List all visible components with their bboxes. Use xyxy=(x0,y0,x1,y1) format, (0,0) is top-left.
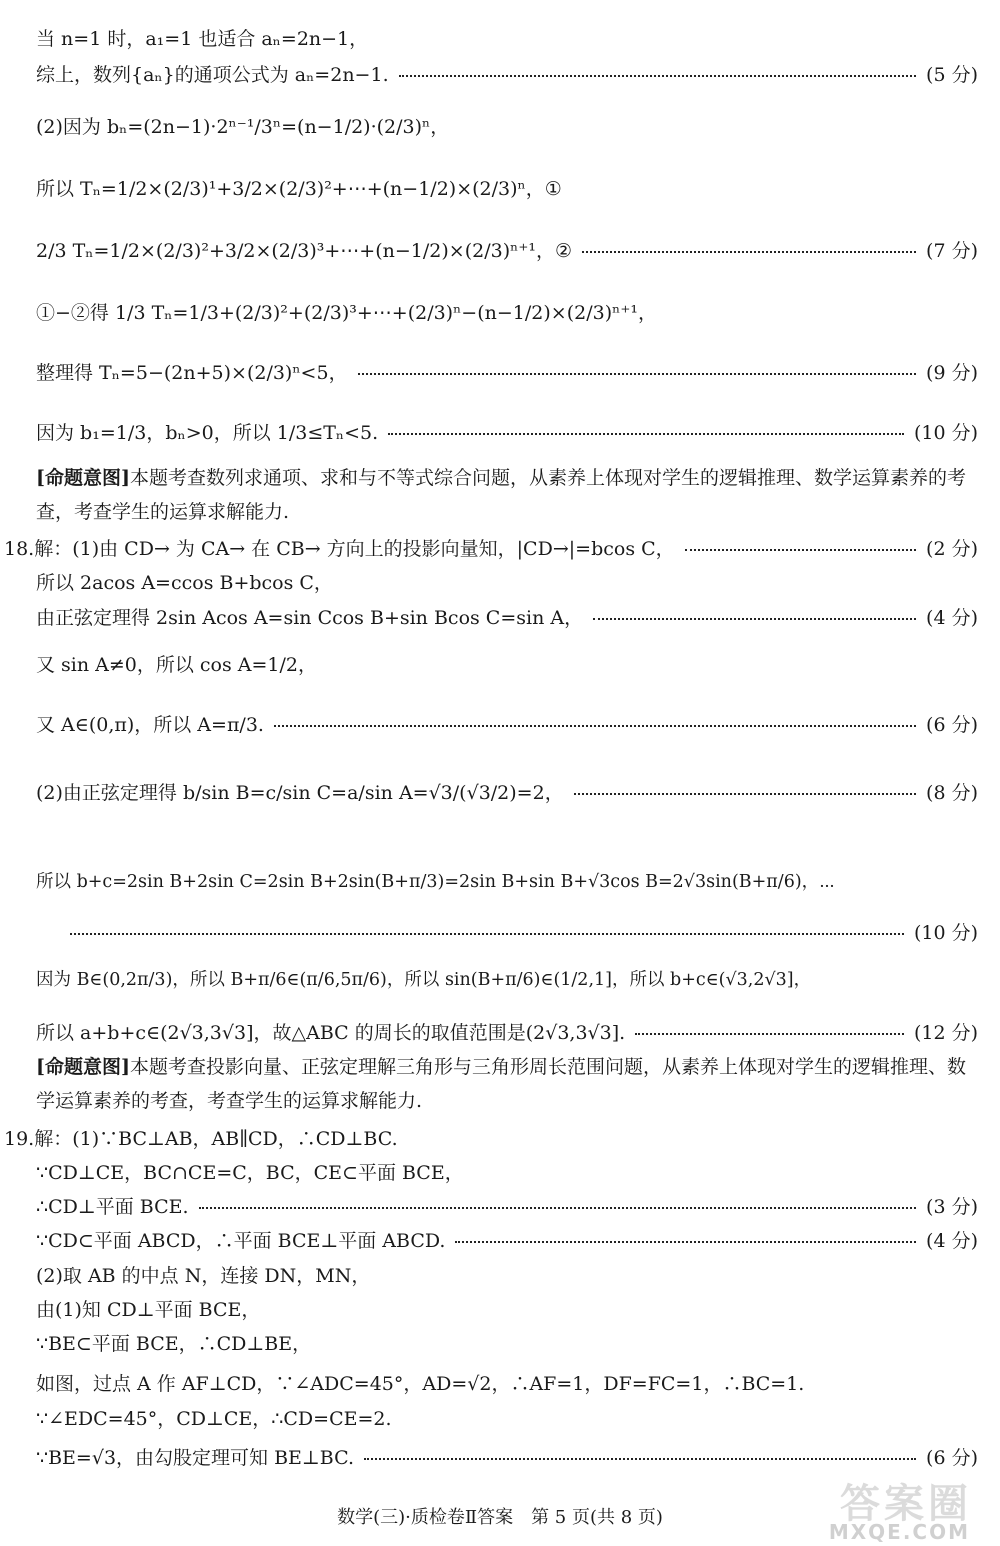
line-text: 当 n=1 时，a₁=1 也适合 aₙ=2n−1， xyxy=(36,28,369,50)
text-line xyxy=(36,1443,978,1470)
text-line xyxy=(36,650,978,677)
score-label: (12 分) xyxy=(913,1022,978,1044)
line-text: ∵BE⊂平面 BCE，∴CD⊥BE， xyxy=(36,1333,312,1355)
text-line xyxy=(36,1369,978,1396)
line-text: 所以 2acos A=ccos B+bcos C， xyxy=(36,572,333,594)
text-line xyxy=(36,112,978,139)
score-label: (6 分) xyxy=(926,714,978,736)
line-text: 综上，数列{aₙ}的通项公式为 aₙ=2n−1. xyxy=(36,64,389,86)
dot-leader xyxy=(593,618,916,620)
dot-leader xyxy=(70,933,904,935)
watermark-url: MXQE.COM xyxy=(828,1520,970,1544)
line-text: (2)由正弦定理得 b/sin B=c/sin C=a/sin A=√3/(√3/2)=2， xyxy=(36,782,564,804)
line-text: 整理得 Tₙ=5−(2n+5)×(2/3)ⁿ<5， xyxy=(36,362,348,384)
score-label: (3 分) xyxy=(926,1196,978,1218)
text-line xyxy=(36,358,978,385)
line-text: 又 sin A≠0，所以 cos A=1/2， xyxy=(36,654,318,676)
line-text: 所以 a+b+c∈(2√3,3√3]，故△ABC 的周长的取值范围是(2√3,3√3]. xyxy=(36,1022,626,1044)
dot-leader xyxy=(388,433,904,435)
line-text: ①−②得 1/3 Tₙ=1/3+(2/3)²+(2/3)³+⋯+(2/3)ⁿ−(n−1/2)×(2/3)ⁿ⁺¹， xyxy=(36,302,657,324)
score-label: (4 分) xyxy=(926,1230,978,1252)
text-line xyxy=(36,1158,978,1185)
text-line xyxy=(36,1192,978,1219)
text-line xyxy=(70,918,978,945)
score-label: (10 分) xyxy=(913,422,978,444)
line-text: 因为 B∈(0,2π/3)，所以 B+π/6∈(π/6,5π/6)，所以 sin(B+π/6)∈(1/2,1]，所以 b+c∈(√3,2√3]， xyxy=(36,970,812,990)
line-text: 19.解：(1)∵BC⊥AB，AB∥CD，∴CD⊥BC. xyxy=(4,1128,398,1150)
text-line xyxy=(36,236,978,263)
text-line xyxy=(36,603,978,630)
line-text: (2)取 AB 的中点 N，连接 DN，MN， xyxy=(36,1265,371,1287)
dot-leader xyxy=(399,75,916,77)
intent-paragraph xyxy=(36,1050,978,1118)
score-label: (8 分) xyxy=(926,782,978,804)
dot-leader xyxy=(635,1033,904,1035)
dot-leader xyxy=(358,373,916,375)
line-text: 因为 b₁=1/3，bₙ>0，所以 1/3≤Tₙ<5. xyxy=(36,422,379,444)
score-label: (9 分) xyxy=(926,362,978,384)
line-text: 18.解：(1)由 CD→ 为 CA→ 在 CB→ 方向上的投影向量知，|CD→|=bcos C， xyxy=(4,538,675,560)
line-text: ∵CD⊥CE，BC∩CE=C，BC，CE⊂平面 BCE， xyxy=(36,1162,464,1184)
intent-text: 本题考查投影向量、正弦定理解三角形与三角形周长范围问题，从素养上体现对学生的逻辑推理、数学运算素养的考查，考查学生的运算求解能力. xyxy=(36,1056,966,1112)
line-text: 所以 Tₙ=1/2×(2/3)¹+3/2×(2/3)²+⋯+(n−1/2)×(2/3)ⁿ，① xyxy=(36,178,562,200)
line-text: 由(1)知 CD⊥平面 BCE， xyxy=(36,1299,261,1321)
text-line xyxy=(36,778,978,805)
dot-leader xyxy=(364,1458,916,1460)
text-line xyxy=(36,1261,978,1288)
line-text: 又 A∈(0,π)，所以 A=π/3. xyxy=(36,714,264,736)
text-line xyxy=(4,534,978,561)
score-label: (4 分) xyxy=(926,607,978,629)
intent-label: [命题意图] xyxy=(36,467,130,489)
watermark-logo: 答案圈 xyxy=(840,1481,972,1527)
text-line xyxy=(36,1329,978,1356)
text-line xyxy=(36,1295,978,1322)
dot-leader xyxy=(274,725,916,727)
text-line xyxy=(36,60,978,87)
page-footer: 数学(三)·质检卷Ⅱ答案 第 5 页(共 8 页) xyxy=(337,1507,663,1528)
text-line xyxy=(36,1018,978,1045)
intent-text: 本题考查数列求通项、求和与不等式综合问题，从素养上体现对学生的逻辑推理、数学运算素养的考查，考查学生的运算求解能力. xyxy=(36,467,966,523)
text-line xyxy=(36,24,978,51)
intent-label: [命题意图] xyxy=(36,1056,130,1078)
line-text: 如图，过点 A 作 AF⊥CD，∵∠ADC=45°，AD=√2，∴AF=1，DF=FC=1，∴BC=1. xyxy=(36,1373,805,1395)
text-line xyxy=(36,418,978,445)
text-line xyxy=(36,966,978,991)
score-label: (10 分) xyxy=(913,922,978,944)
dot-leader xyxy=(685,549,916,551)
score-label: (7 分) xyxy=(926,240,978,262)
dot-leader xyxy=(199,1207,917,1209)
text-line xyxy=(36,174,978,201)
score-label: (2 分) xyxy=(926,538,978,560)
text-line xyxy=(36,568,978,595)
text-line xyxy=(36,710,978,737)
line-text: 2/3 Tₙ=1/2×(2/3)²+3/2×(2/3)³+⋯+(n−1/2)×(2/3)ⁿ⁺¹，② xyxy=(36,240,573,262)
dot-leader xyxy=(455,1241,916,1243)
line-text: ∴CD⊥平面 BCE. xyxy=(36,1196,189,1218)
dot-leader xyxy=(574,793,916,795)
text-line xyxy=(4,1124,978,1151)
text-line xyxy=(36,1226,978,1253)
text-line xyxy=(36,1404,978,1431)
line-text: ∵CD⊂平面 ABCD，∴平面 BCE⊥平面 ABCD. xyxy=(36,1230,446,1252)
score-label: (6 分) xyxy=(926,1447,978,1469)
text-line xyxy=(36,298,978,325)
line-text: (2)因为 bₙ=(2n−1)·2ⁿ⁻¹/3ⁿ=(n−1/2)·(2/3)ⁿ， xyxy=(36,116,450,138)
intent-paragraph xyxy=(36,461,978,529)
score-label: (5 分) xyxy=(926,64,978,86)
text-line xyxy=(36,868,978,893)
dot-leader xyxy=(582,251,916,253)
line-text: 所以 b+c=2sin B+2sin C=2sin B+2sin(B+π/3)=2sin B+sin B+√3cos B=2√3sin(B+π/6)，⋯ xyxy=(36,872,835,892)
line-text: ∵∠EDC=45°，CD⊥CE，∴CD=CE=2. xyxy=(36,1408,392,1430)
line-text: 由正弦定理得 2sin Acos A=sin Ccos B+sin Bcos C=sin A， xyxy=(36,607,584,629)
line-text: ∵BE=√3，由勾股定理可知 BE⊥BC. xyxy=(36,1447,354,1469)
